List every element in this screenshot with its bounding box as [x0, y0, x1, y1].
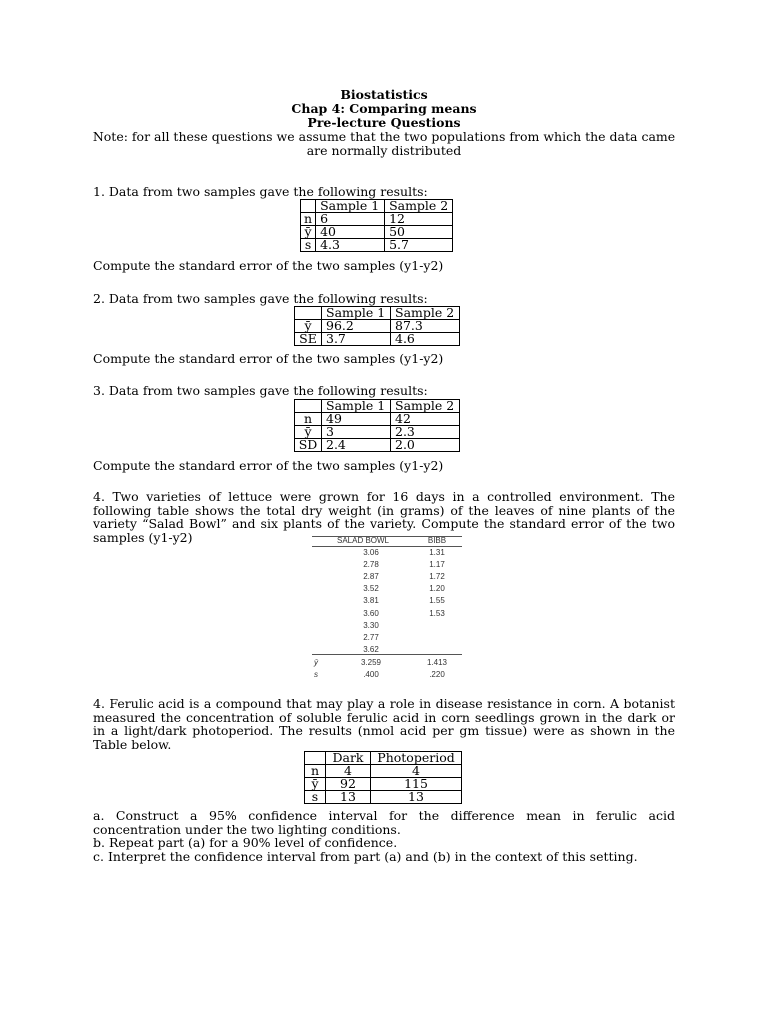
table-cell: 4 — [371, 765, 462, 778]
table-cell: 42 — [391, 413, 460, 426]
row-label: s — [305, 791, 326, 804]
table-cell: 5.7 — [385, 239, 453, 252]
table-cell: 96.2 — [322, 320, 391, 333]
row-label: ȳ — [295, 426, 322, 439]
row-label: SD — [295, 439, 322, 452]
table-header: Sample 2 — [391, 307, 460, 320]
sd-bibb: .220 — [429, 670, 445, 679]
q1-table — [300, 199, 453, 252]
table-row — [305, 765, 462, 778]
table-cell: 115 — [371, 778, 462, 791]
column-header-salad-bowl: SALAD BOWL — [336, 536, 389, 545]
bibb-value: 1.55 — [429, 596, 445, 606]
row-label: SE — [295, 333, 322, 346]
row-label: ȳ — [305, 778, 326, 791]
table-row — [295, 320, 460, 333]
bibb-value: 1.72 — [429, 572, 445, 582]
salad-bowl-value: 3.52 — [363, 584, 379, 594]
assumption-note: Note: for all these questions we assume that the two populations from which the data came are normally distributed — [92, 129, 676, 158]
sd-label: s — [314, 670, 318, 679]
table-cell: 12 — [385, 213, 453, 226]
table-header: Sample 1 — [316, 200, 385, 213]
mean-salad-bowl: 3.259 — [360, 658, 382, 667]
table-cell: 6 — [316, 213, 385, 226]
salad-bowl-value: 2.78 — [363, 560, 379, 570]
table-row — [305, 752, 462, 765]
table-header: Sample 1 — [322, 307, 391, 320]
table-row — [295, 439, 460, 452]
q3-question: Compute the standard error of the two samples (y1-y2) — [93, 458, 444, 473]
q1-question: Compute the standard error of the two samples (y1-y2) — [93, 258, 444, 273]
row-label: n — [305, 765, 326, 778]
table-header: Photoperiod — [371, 752, 462, 765]
q2-intro: 2. Data from two samples gave the following results: — [93, 291, 428, 306]
table-cell: 4 — [326, 765, 371, 778]
salad-bowl-value: 2.77 — [363, 632, 379, 642]
salad-bowl-value: 3.06 — [363, 548, 379, 557]
row-label: s — [301, 239, 316, 252]
bibb-value: 1.20 — [429, 584, 445, 594]
q5-part-a: a. Construct a 95% confidence interval for the difference mean in ferulic acid concentration under the two lighting conditions. — [93, 808, 675, 837]
table-row — [295, 400, 460, 413]
bibb-value: 1.17 — [429, 560, 445, 570]
table-cell: 3 — [322, 426, 391, 439]
q5-part-c: c. Interpret the confidence interval from part (a) and (b) in the context of this setting. — [93, 849, 638, 864]
table-cell: 49 — [322, 413, 391, 426]
table-cell: 13 — [326, 791, 371, 804]
table-cell: 13 — [371, 791, 462, 804]
salad-bowl-value: 3.60 — [363, 608, 379, 618]
table-row — [295, 307, 460, 320]
table-row — [295, 413, 460, 426]
chapter-title: Chap 4: Comparing means — [291, 101, 477, 116]
table-cell: 2.3 — [391, 426, 460, 439]
mean-label: ȳ — [314, 658, 318, 667]
q5-table — [304, 751, 462, 804]
mean-bibb: 1.413 — [426, 658, 448, 667]
table-cell: 3.7 — [322, 333, 391, 346]
table-cell: 92 — [326, 778, 371, 791]
table-header: Sample 2 — [385, 200, 453, 213]
table-row — [305, 778, 462, 791]
salad-bowl-value: 3.81 — [363, 596, 379, 606]
row-label: n — [295, 413, 322, 426]
q4-paragraph: 4. Two varieties of lettuce were grown for 16 days in a controlled environment. The following table shows the total dry weight (in grams) of the leaves of nine plants of the variety “Salad Bowl” and six plants of the variety. Compute the standard error of the two samples (y1-y2) — [93, 489, 675, 545]
table-cell: 40 — [316, 226, 385, 239]
row-label: ȳ — [301, 226, 316, 239]
lettuce-table — [308, 534, 458, 682]
table-cell: 4.6 — [391, 333, 460, 346]
table-rule — [312, 654, 462, 655]
table-header: Sample 2 — [391, 400, 460, 413]
salad-bowl-value: 3.62 — [363, 644, 379, 654]
table-header: Sample 1 — [322, 400, 391, 413]
table-row — [295, 426, 460, 439]
table-row — [301, 239, 453, 252]
sd-salad-bowl: .400 — [363, 670, 379, 679]
table-cell: 2.4 — [322, 439, 391, 452]
q1-intro: 1. Data from two samples gave the following results: — [93, 184, 428, 199]
table-header: Dark — [326, 752, 371, 765]
table-cell: 87.3 — [391, 320, 460, 333]
bibb-value: 1.31 — [429, 548, 445, 557]
q3-intro: 3. Data from two samples gave the following results: — [93, 383, 428, 398]
q2-table — [294, 306, 460, 346]
table-cell: 2.0 — [391, 439, 460, 452]
column-header-bibb: BIBB — [427, 536, 447, 545]
q5-paragraph: 4. Ferulic acid is a compound that may play a role in disease resistance in corn. A botanist measured the concentration of soluble ferulic acid in corn seedlings grown in the dark or in a light/dark photoperiod. The results (nmol acid per gm tissue) were as shown in the Table below. — [93, 696, 675, 752]
row-label: n — [301, 213, 316, 226]
row-label: ȳ — [295, 320, 322, 333]
q2-question: Compute the standard error of the two samples (y1-y2) — [93, 351, 444, 366]
bibb-value: 1.53 — [429, 608, 445, 618]
table-rule — [312, 546, 462, 547]
course-title: Biostatistics — [340, 87, 428, 102]
section-title: Pre-lecture Questions — [307, 115, 461, 130]
q5-part-b: b. Repeat part (a) for a 90% level of confidence. — [93, 835, 398, 850]
salad-bowl-value: 3.30 — [363, 620, 379, 630]
table-row — [305, 791, 462, 804]
q3-table — [294, 399, 460, 452]
salad-bowl-value: 2.87 — [363, 572, 379, 582]
table-cell: 4.3 — [316, 239, 385, 252]
table-cell: 50 — [385, 226, 453, 239]
table-row — [295, 333, 460, 346]
